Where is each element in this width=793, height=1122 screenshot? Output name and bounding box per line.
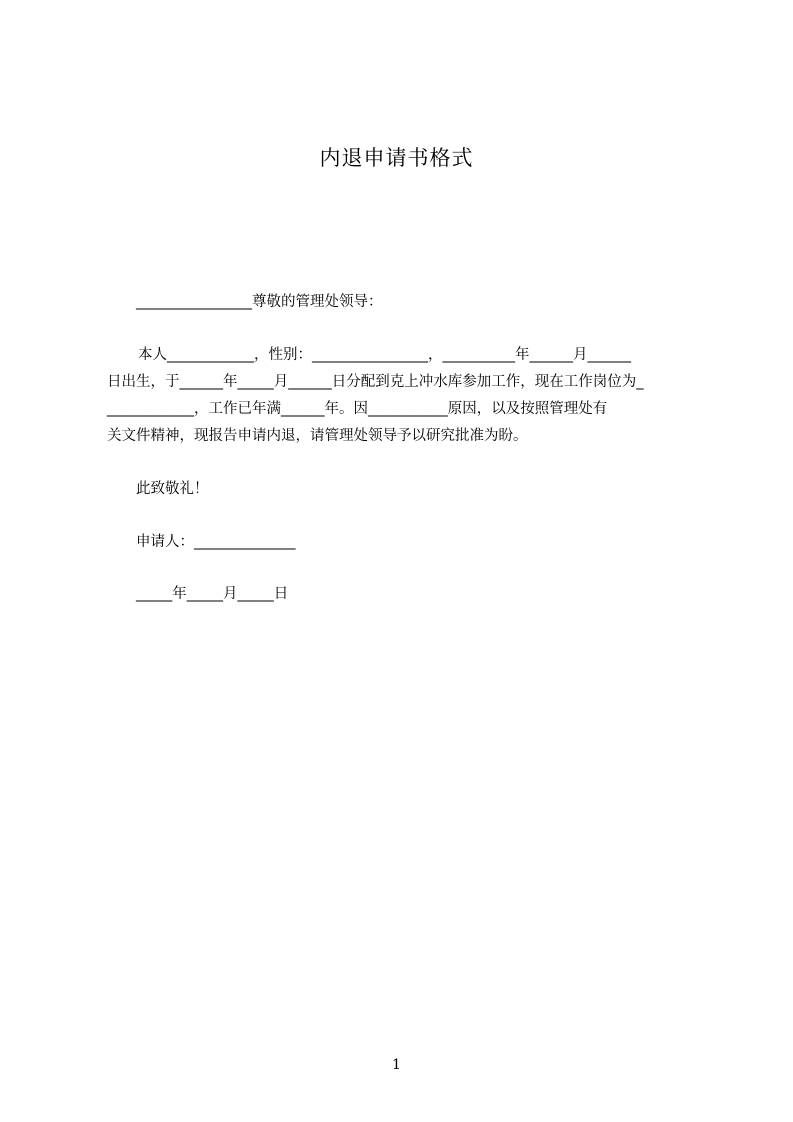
- salutation-line: ________________尊敬的管理处领导：: [136, 294, 383, 310]
- applicant-line: 申请人：______________: [136, 534, 296, 550]
- date-line: _____年_____月_____日: [136, 586, 289, 602]
- body-line-1: 本人____________，性别：________________，__________年______月______: [138, 347, 631, 363]
- document-title: 内退申请书格式: [319, 146, 474, 170]
- body-line-4: 关文件精神，现报告申请内退，请管理处领导予以研究批准为盼。: [107, 428, 528, 444]
- body-line-3: ____________，工作已年满______年。因___________原因，以及按照管理处有: [107, 401, 608, 417]
- body-line-2: 日出生，于______年_____月______日分配到克上冲水库参加工作，现在工作岗位为_: [107, 374, 644, 390]
- page-number: 1: [392, 1057, 401, 1073]
- closing-line: 此致敬礼！: [136, 481, 209, 497]
